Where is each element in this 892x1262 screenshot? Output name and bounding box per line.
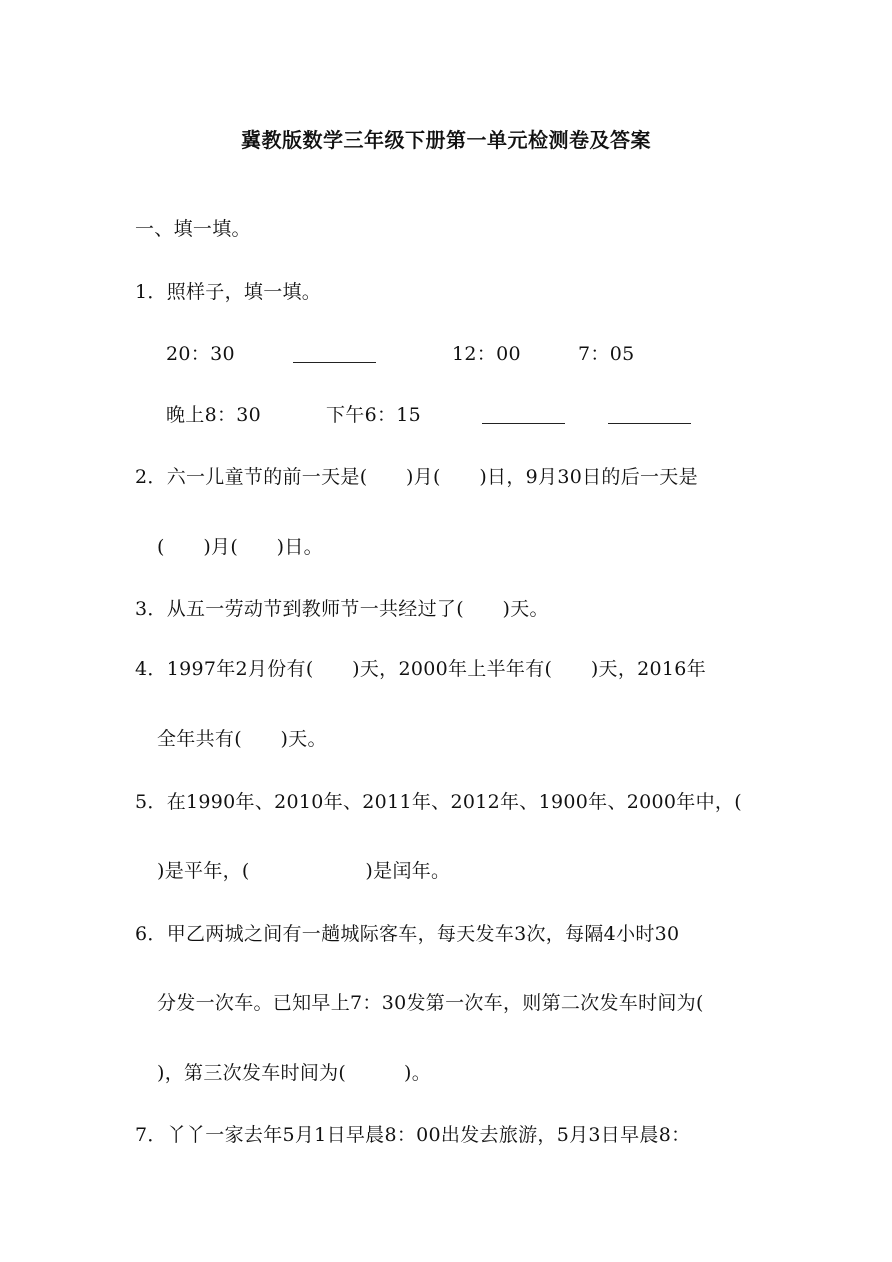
question-3: 3．从五一劳动节到教师节一共经过了( )天。 bbox=[135, 598, 549, 620]
question-2-line-1: 2．六一儿童节的前一天是( )月( )日，9月30日的后一天是 bbox=[135, 466, 698, 488]
q1-time-5: 下午6：15 bbox=[326, 404, 422, 426]
q1-time-3: 7：05 bbox=[578, 343, 635, 365]
page-title: 冀教版数学三年级下册第一单元检测卷及答案 bbox=[241, 128, 651, 152]
question-6-line-2: 分发一次车。已知早上7：30发第一次车，则第二次发车时间为( bbox=[157, 992, 704, 1014]
question-6-line-3: )，第三次发车时间为( )。 bbox=[157, 1062, 432, 1084]
q1-time-4: 晚上8：30 bbox=[166, 404, 262, 426]
question-7-line-1: 7．丫丫一家去年5月1日早晨8：00出发去旅游，5月3日早晨8： bbox=[135, 1124, 691, 1146]
question-4-line-1: 4．1997年2月份有( )天，2000年上半年有( )天，2016年 bbox=[135, 658, 706, 680]
question-6-line-1: 6．甲乙两城之间有一趟城际客车，每天发车3次，每隔4小时30 bbox=[135, 923, 680, 945]
question-5-line-2: )是平年，( )是闰年。 bbox=[157, 860, 451, 882]
q1-answer-blank-1[interactable] bbox=[293, 362, 376, 363]
q1-answer-blank-2[interactable] bbox=[482, 423, 565, 424]
q1-answer-blank-3[interactable] bbox=[608, 423, 691, 424]
q1-time-2: 12：00 bbox=[452, 343, 521, 365]
question-5-line-1: 5．在1990年、2010年、2011年、2012年、1900年、2000年中，( bbox=[135, 791, 742, 813]
section-heading: 一、填一填。 bbox=[135, 218, 251, 240]
question-2-line-2: ( )月( )日。 bbox=[157, 536, 323, 558]
question-4-line-2: 全年共有( )天。 bbox=[157, 728, 327, 750]
question-1-prompt: 1．照样子，填一填。 bbox=[135, 281, 322, 303]
q1-time-example: 20：30 bbox=[166, 343, 235, 365]
